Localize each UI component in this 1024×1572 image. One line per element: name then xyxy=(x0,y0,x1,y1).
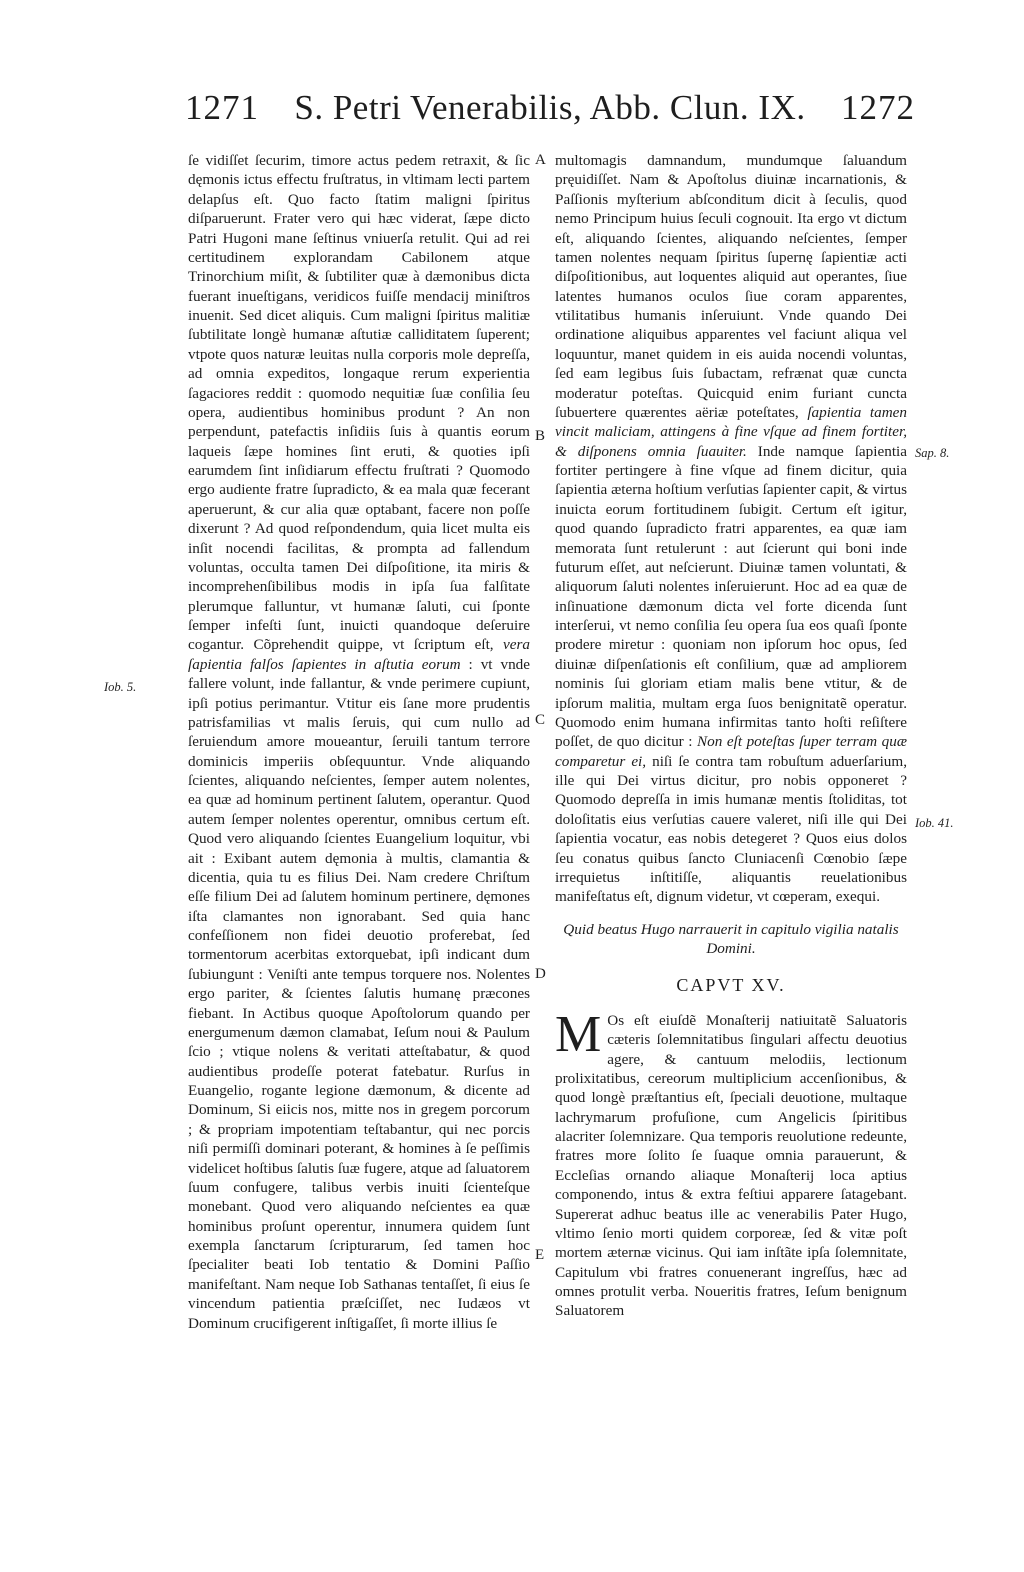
page-number-right: 1272 xyxy=(841,88,915,127)
margin-letter-d: D xyxy=(535,966,546,982)
running-title: S. Petri Venerabilis, Abb. Clun. IX. xyxy=(294,88,806,127)
left-text-2: : vt vnde fallere volunt, inde fallantur, & vnde perimere cupiunt, ipſi potius perimantur. Vtitur eis ſane more prudentis patrisfamilias vt malis ſeruis, qui cum nullo ad ſeruiendum amore moueantur, ſeruili tantum terrore dominicis imperiis obſequuntur. Vnde aliquando ſcientes, aliquando neſcientes, ſemper autem nolentes, ea quæ ad hominum pertinent ſalutem, operantur. Quod autem ſemper nolentes operentur, omnibus certum eſt. Quod vero aliquando ſcientes Euangelium loquitur, vbi ait : Exibant autem dęmonia à multis, clamantia & dicentia, quia tu es filius Dei. Nam credere Chriſtum eſſe filium Dei ad ſalutem hominum pertinere, dęmones iſta clamantes non ignorabant. Sed quia hanc confeſſionem non fidei deuotio proferebat, ſed tormentorum acerbitas extorquebat, ipſi indicant dum ſubiungunt : Veniſti ante tempus torquere nos. Nolentes ergo pariter, & ſcientes ſalutis humanę præcones fiebant. In Actibus quoque Apoſtolorum quando per energumenum dæmon clamabat, Ieſum noui & Paulum ſcio ; vtique nolens & veritati atteſtabatur, & quod audientibus prodeſſe poterat fatebatur. Rurſus in Euangelio, rogante legione dæmonum, & dicente ad Dominum, Si eiicis nos, mitte nos in gregem porcorum ; & propriam impotentiam teſtabantur, qui nec porcis niſi permiſſi dominari poterant, & homines à ſe peſſimis videlicet hoſtibus ſalutis ſuæ fugere, atque ad ſaluatorem ſuum confugere, talibus verbis inuiti ſcienteſque monebant. Quod vero aliquando neſcientes ea quæ hominibus proſunt operentur, innumera quidem ſunt exempla ſanctarum ſcripturarum, ſed tamen hoc ſpecialiter beati Iob tentatio & Domini Paſſio manifeſtant. Nam neque Iob Sathanas tentaſſet, ſi eius ſe vincendum patientia præſciſſet, nec Iudæos vt Dominum crucifigerent inſtigaſſet, ſi morte illius ſe xyxy=(188,655,530,1332)
margin-letter-e: E xyxy=(535,1247,545,1263)
margin-letter-c: C xyxy=(535,712,546,728)
page-number-left: 1271 xyxy=(185,88,259,127)
left-column xyxy=(188,151,530,1333)
right-text-3: niſi ſe contra tam robuſtum aduerſarium, ille qui Dei virtus dicitur, pro nobis opponeret ? Quomodo depreſſa in imis humanæ mentis ſtoliditas, tot doloſitatis eius verſutias cauere valeret, niſi ille qui Dei ſapientia vocatur, eas nobis detegeret ? Quos eius dolos ſeu conatus quibus ſancto Cluniacenſi Cœnobio ſæpe irrequietus inſtitiſſe, aliquantis reuelationibus manifeſtatus eſt, dignum videtur, vt cœperam, exequi. xyxy=(555,752,907,906)
right-scripture-quote-2: Non eſt poteſtas ſuper terram quæ comparetur ei, xyxy=(555,733,907,770)
margin-letter-b: B xyxy=(535,428,546,444)
margin-reference-iob-5: Iob. 5. xyxy=(104,680,137,694)
left-paragraph xyxy=(188,151,530,1333)
left-scripture-quote: vera ſapientia falſos ſapientes in aſtutia eorum xyxy=(188,636,530,673)
margin-letter-a: A xyxy=(535,152,546,168)
section-title: Quid beatus Hugo narrauerit in capitulo vigilia natalis Domini. xyxy=(563,920,899,957)
left-text-1: ſe vidiſſet ſecurim, timore actus pedem retraxit, & ſic dęmonis ictus effectu fruſtratus, in vltimam lecti partem delapſus eſt. Quo facto ſtatim maligni ſpiritus diſparuerunt. Frater vero qui hæc viderat, ſæpe dicto Patri Hugoni mane ſeſtinus vniuerſa retulit. Qui ad rei certitudinem explorandam Cabilonem atque Trinorchium miſit, & ſubtiliter quæ à dæmonibus dicta fuerant inueſtigans, veridicos fuiſſe mendacij miniſtros inuenit. Sed dicet aliquis. Cum maligni ſpiritus malitiæ ſubtilitate longè humanæ aſtutiæ calliditatem ſuperent; vtpote quos naturæ leuitas nulla corporis mole depreſſa, ad omnia expeditos, longaque rerum experientia ſagaciores reddit : quomodo nequitiæ ſuæ conſilia ſeu opera, audientibus hominibus produnt ? An non perpendunt, patefactis inſidiis ſuis à quantis eorum laqueis ſæpe homines ſint eruti, & quoties ipſi earumdem ſint inſidiarum effectu fruſtrati ? Quomodo ergo audiente fratre ſupradicto, & ea mala quæ fecerant aperuerunt, & cur alia quæ optabant, facere non poſſe dixerunt ? Ad quod reſpondendum, quia licet multa eis inſit nocendi facilitas, & prompta ad fallendum voluntas, occulta tamen Dei diſpoſitione, ita miris & incomprehenſibilibus modis in ipſa ſua falſitate plerumque falluntur, vt humanæ ſaluti, cui ſponte ſemper infeſti ſunt, inuicti quandoque deſeruire cogantur. Cõprehendit quippe, vt ſcriptum eſt, xyxy=(188,152,530,654)
drop-cap: M xyxy=(555,1005,602,1063)
margin-reference-sap-8: Sap. 8. xyxy=(915,446,950,460)
margin-reference-iob-41: Iob. 41. xyxy=(915,816,954,830)
chapter-heading: CAPVT XV. xyxy=(676,975,786,996)
right-text-4: Os eſt eiuſdẽ Monaſterij natiuitatẽ Saluatoris cæteris ſolemnitatibus ſingulari aſfectu deuotius agere, & cantuum melodiis, lectionum prolixitatibus, cereorum multiplicium accenſionibus, & quod longè præſtantius eſt, ſpeciali deuotione, multaque lachrymarum profuſione, cum Angelicis ſpiritibus alacriter ſolemnizare. Qua temporis reuolutione redeunte, fratres more ſolito ſe ſuaque omnia parauerunt, & Eccleſias ornando aliaque Monaſterij loca aptius componendo, intus & extra feſtiui apparere ſatagebant. Supererat adhuc beatus ille ac venerabilis Pater Hugo, vltimo ſenio morti quidem corporeæ, ſed & vitæ poſt mortem æternæ vicinus. Qui iam inſtãte ipſa ſolemnitate, Capitulum vbi fratres conuenerant ingreſſus, hæc ad omnes protulit verba. Noueritis fratres, Ieſum benignum Saluatorem xyxy=(555,1011,907,1320)
right-text-2: Inde namque ſapientia fortiter pertingere à fine vſque ad finem dicitur, quia ſapientia æterna hoſtium verſutias ſapienter capit, & virtus inuicta eorum fortitudinem ſubigit. Certum eſt igitur, quod quando ſupradicto fratri apparentes, ea quæ iam memorata ſunt retulerunt : aut ſcierunt qui boni inde futurum eſſet, aut neſcierunt. Diuinæ tamen voluntati, & aliquorum ſaluti nolentes inſeruierunt. Hoc ad ea quæ de inſinuatione dæmonum dicta vel forte dicenda ſunt interſerui, vt nemo conſilia ſeu opera ſua eos quaſi ſponte prodere miretur : quoniam non ipſorum hoc opus, ſed diuinæ diſpenſationis eſt conſilium, quæ ad ampliorem nominis ſui gloriam etiam malis bene vtitur, & de ipſorum malitia, multam erga ſuos benignitatẽ operatur. Quomodo enim humana infirmitas tanto hoſti reſiſtere poſſet, de quo dicitur : xyxy=(555,442,907,751)
right-text-1: multomagis damnandum, mundumque ſaluandum pręuidiſſet. Nam & Apoſtolus diuinæ incarnationis, & Paſſionis myſterium abſconditum dicit à ſeculis, quod nemo Principum huius ſeculi cognouit. Ita ergo vt dictum eſt, aliquando ſcientes, aliquando neſcientes, ſemper tamen nolentes nequam ſpiritus ſupernę ſapientiæ acti diſpoſitionibus, aut loquentes aliquid aut operantes, ſiue latentes humanos oculos ſiue coram apparentes, vtilitatibus humanis inſeruiunt. Vnde quando Dei ordinatione aliquibus apparentes vel faciunt aliqua vel loquuntur, manet quidem in eis auida nocendi voluntas, ſed eam legibus ſuis ſubactam, refrænat quæ cuncta moderatur poteſtas. Quicquid enim furiant cuncta ſubuertere quærentes aëriæ poteſtates, xyxy=(555,152,907,421)
right-paragraph-2 xyxy=(555,1005,907,1321)
right-column xyxy=(555,151,907,1321)
right-paragraph-1 xyxy=(555,151,907,907)
page-header xyxy=(185,88,915,132)
right-scripture-quote-1: ſapientia tamen vincit maliciam, attingens à fine vſque ad finem fortiter, & diſponens omnia ſuauiter. xyxy=(555,403,907,460)
